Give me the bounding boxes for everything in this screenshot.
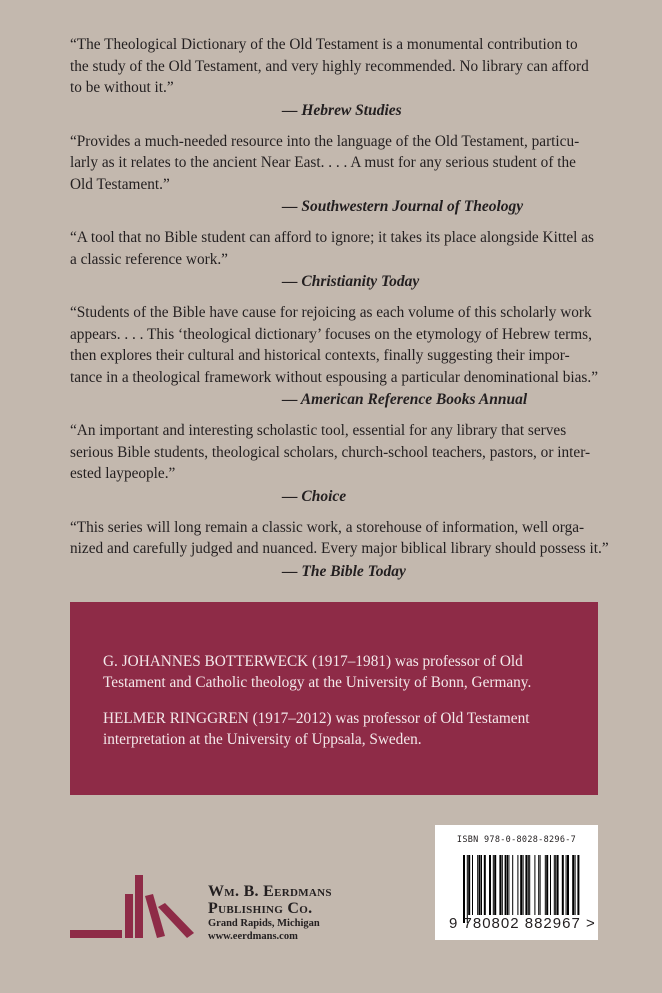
publisher-url: www.eerdmans.com: [208, 931, 298, 942]
quote-line: appears. . . . This ‘theological dictionary’ focuses on the etymology of Hebrew terms,: [70, 325, 592, 343]
barcode-bar: [550, 855, 551, 915]
barcode-bar: [575, 855, 576, 915]
barcode-bar: [529, 855, 530, 915]
quote-line: then explores their cultural and historical contexts, finally suggesting their impor-: [70, 347, 570, 364]
barcode-bar: [546, 855, 548, 915]
quote-source: — American Reference Books Annual: [282, 391, 528, 408]
quote-line: serious Bible students, theological scholars, church-school teachers, pastors, or inter-: [70, 443, 591, 461]
quote-source: — Choice: [282, 487, 347, 505]
quote-source: — Southwestern Journal of Theology: [282, 198, 524, 215]
barcode-bar: [494, 855, 496, 915]
bio-botterweck: [103, 651, 598, 693]
publisher-info: [208, 883, 332, 943]
barcode-bar: [463, 855, 465, 923]
barcode-bar: [557, 855, 559, 915]
quote-line: tance in a theological framework without espousing a particular denominational bias.”: [70, 368, 598, 386]
quote-line: ested laypeople.”: [70, 465, 176, 482]
barcode-bar: [554, 855, 555, 915]
barcode-bar: [534, 855, 535, 915]
quote-line: Old Testament.”: [70, 175, 170, 193]
review-quote: [70, 131, 610, 220]
barcode-bar: [538, 855, 539, 915]
quote-line: “A tool that no Bible student can afford to ignore; it takes its place alongside Kittel as: [70, 229, 594, 246]
quote-line: “Students of the Bible have cause for rejoicing as each volume of this scholarly work: [70, 304, 592, 321]
quote-line: “This series will long remain a classic work, a storehouse of information, well orga-: [70, 518, 585, 536]
review-quote: [70, 34, 610, 123]
bio-line: Testament and Catholic theology at the University of Bonn, Germany.: [103, 674, 532, 691]
barcode-bar: [577, 855, 579, 915]
review-quote: [70, 517, 610, 584]
barcode-bar: [520, 855, 522, 915]
bio-line: interpretation at the University of Uppsala, Sweden.: [103, 731, 422, 748]
barcode-bar: [572, 855, 574, 915]
author-bios-box: [70, 602, 598, 795]
quote-line: nized and carefully judged and nuanced. Every major biblical library should possess it.”: [70, 540, 609, 557]
barcode-bar: [502, 855, 503, 915]
barcode-bar: [484, 855, 486, 915]
barcode-bar: [555, 855, 556, 915]
publisher-name-2: Publishing Co.: [208, 900, 313, 917]
barcode-bar: [566, 855, 567, 915]
barcode-bar: [545, 855, 546, 915]
barcode-bar: [507, 855, 508, 915]
quote-source: — Hebrew Studies: [282, 101, 402, 119]
barcode-bar: [508, 855, 509, 915]
barcode-digits: 9 780802 882967 >: [449, 915, 596, 932]
barcode-bar: [512, 855, 513, 915]
barcode-bar: [499, 855, 501, 915]
publisher-books-logo-icon: [70, 872, 200, 942]
quote-line: a classic reference work.”: [70, 250, 228, 268]
review-quote: [70, 420, 610, 509]
barcode-bar: [479, 855, 481, 915]
barcode-bar: [468, 855, 470, 915]
barcode-bar: [517, 855, 518, 915]
review-quote: [70, 302, 610, 412]
bio-line: HELMER RINGGREN (1917–2012) was professor of Old Testament: [103, 710, 530, 727]
barcode-bar: [481, 855, 482, 915]
quote-line: larly as it relates to the ancient Near East. . . . A must for any serious student of the: [70, 154, 576, 171]
barcode-bar: [477, 855, 478, 915]
barcode-bar: [540, 855, 541, 915]
barcode-bar: [523, 855, 524, 915]
isbn-text: ISBN 978-0-8028-8296-7: [456, 835, 577, 845]
publisher-city: Grand Rapids, Michigan: [208, 918, 320, 929]
quote-line: to be without it.”: [70, 79, 174, 96]
quote-source: — Christianity Today: [282, 273, 420, 290]
quote-line: “Provides a much-needed resource into the language of the Old Testament, particu-: [70, 132, 580, 150]
isbn-barcode: [435, 825, 598, 940]
barcode-bar: [525, 855, 527, 915]
barcode-bar: [505, 855, 507, 915]
quote-line: “An important and interesting scholastic tool, essential for any library that serves: [70, 422, 567, 439]
barcode-bar: [562, 855, 564, 915]
review-quote: [70, 227, 610, 294]
barcode-bar: [493, 855, 494, 915]
barcode-bar: [472, 855, 473, 915]
quote-line: “The Theological Dictionary of the Old Testament is a monumental contribution to: [70, 36, 578, 53]
barcode-bar: [567, 855, 569, 915]
bio-line: G. JOHANNES BOTTERWECK (1917–1981) was professor of Old: [103, 653, 523, 670]
barcode-bar: [467, 855, 468, 923]
bio-ringgren: [103, 708, 598, 750]
publisher-name: Wm. B. Eerdmans: [208, 883, 332, 900]
barcode-bar: [528, 855, 529, 915]
review-quotes: [70, 34, 610, 592]
barcode-bar: [489, 855, 491, 915]
quote-line: the study of the Old Testament, and very highly recommended. No library can afford: [70, 57, 589, 75]
quote-source: — The Bible Today: [282, 562, 406, 580]
